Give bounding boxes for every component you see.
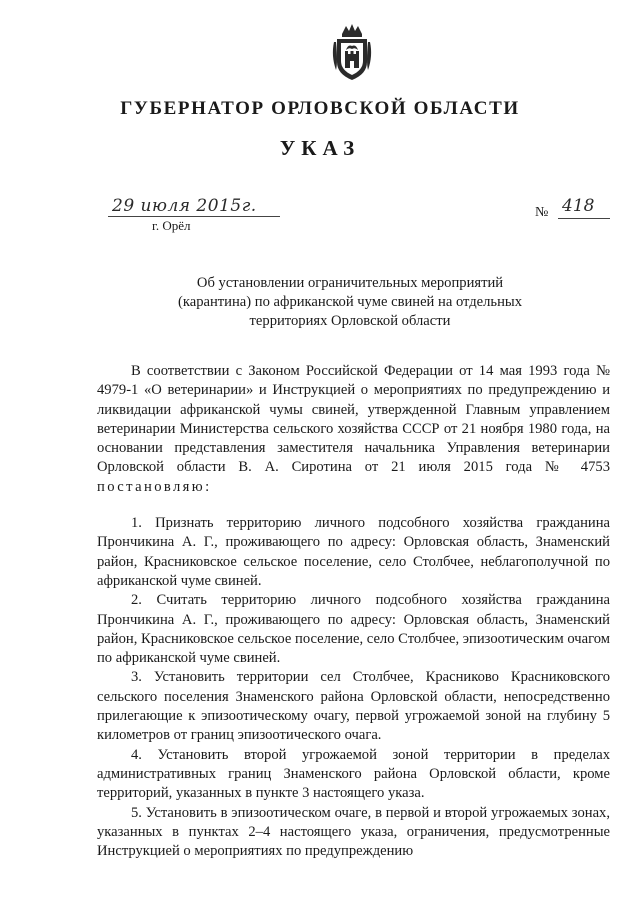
decree-item-3: 3. Установить территории сел Столбчее, Красниково Красниковского сельского поселения Знаменского района Орловской области, непосредственно прилегающие к эпизоотическому очагу, первой угрожаемой зоной на глубину 5 километров от границ эпизоотического очага. [97, 669, 610, 744]
decree-item-4: 4. Установить второй угрожаемой зоной территории в пределах административных границ Знаменского района Орловской области, кроме территорий, указанных в пункте 3 настоящего указа. [97, 746, 610, 802]
number-underline [558, 218, 610, 219]
decree-item-5: 5. Установить в эпизоотическом очаге, в первой и второй угрожаемых зонах, указанных в пунктах 2–4 настоящего указа, ограничения, предусмотренные Инструкцией о мероприятиях по предупреждению [97, 804, 610, 860]
coat-of-arms-graphic [328, 22, 376, 84]
subject-line: Об установлении ограничительных мероприятий [196, 275, 504, 291]
decree-body [97, 362, 610, 861]
handwritten-date: 29 июля 2015г. [112, 196, 257, 216]
issuing-authority: ГУБЕРНАТОР ОРЛОВСКОЙ ОБЛАСТИ [120, 98, 520, 119]
subject-line: (карантина) по африканской чуме свиней на отдельных [177, 294, 522, 310]
document-type-title: УКАЗ [279, 136, 361, 160]
decree-subject [150, 274, 550, 331]
subject-line: территориях Орловской области [249, 313, 451, 329]
preamble-text: В соответствии с Законом Российской Федерации от 14 мая 1993 года № 4979-1 «О ветеринарии» и Инструкцией о мероприятиях по предупреждению и ликвидации африканской чумы свиней, утвержденной Главным управлением ветеринарии Министерства сельского хозяйства СССР от 21 ноября 1980 года, на основании представления заместителя начальника Управления ветеринарии Орловской области В. А. Сиротина от 21 июля 2015 года № 4753 [97, 363, 610, 476]
issue-place: г. Орёл [152, 218, 191, 233]
number-label: № [535, 205, 549, 220]
decree-word: постановляю: [97, 478, 212, 495]
decree-item-2: 2. Считать территорию личного подсобного хозяйства гражданина Прончикина А. Г., проживающего по адресу: Орловская область, Знаменский район, Красниковское сельское поселение, село Столбчее, эпизоотическим очагом по африканской чуме свиней. [97, 592, 610, 667]
preamble-paragraph [97, 362, 610, 497]
coat-of-arms-icon [328, 22, 376, 84]
handwritten-number: 418 [562, 196, 595, 216]
decree-item-1: 1. Признать территорию личного подсобного хозяйства гражданина Прончикина А. Г., проживающего по адресу: Орловская область, Знаменский район, Красниковское сельское поселение, село Столбчее, неблагополучной по африканской чуме свиней. [97, 515, 610, 589]
date-underline [108, 216, 280, 217]
